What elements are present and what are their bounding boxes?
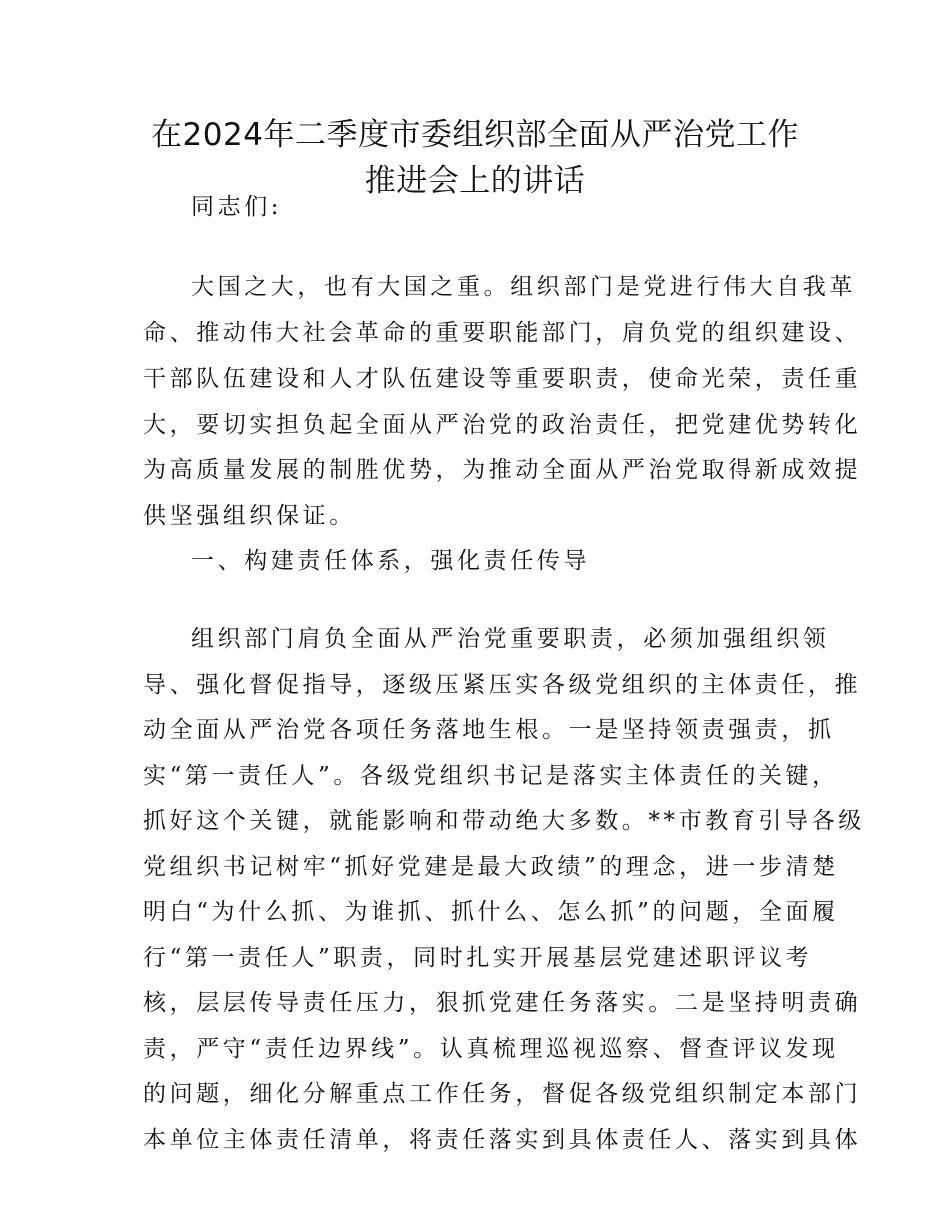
- salutation: 同志们:: [191, 194, 283, 220]
- paragraph-line: 责，严守“责任边界线”。认真梳理巡视巡察、督查评议发现: [143, 1036, 839, 1062]
- paragraph-line: 核，层层传导责任压力，狠抓党建任务落实。二是坚持明责确: [143, 990, 862, 1016]
- paragraph-line: 党组织书记树牢“抓好党建是最大政绩”的理念，进一步清楚: [143, 854, 839, 880]
- section-heading: 一、构建责任体系，强化责任传导: [191, 548, 590, 574]
- paragraph-line: 明白“为什么抓、为谁抓、抓什么、怎么抓”的问题，全面履: [143, 899, 839, 925]
- paragraph-line: 本单位主体责任清单，将责任落实到具体责任人、落实到具体: [143, 1127, 862, 1153]
- document-title-line-2: 推进会上的讲话: [364, 163, 586, 199]
- paragraph-line: 命、推动伟大社会革命的重要职能部门，肩负党的组织建设、: [143, 320, 862, 346]
- paragraph-line: 供坚强组织保证。: [143, 503, 356, 529]
- paragraph-line: 的问题，细化分解重点工作任务，督促各级党组织制定本部门: [143, 1081, 862, 1107]
- paragraph-line: 抓好这个关键，就能影响和带动绝大多数。**市教育引导各级: [143, 808, 865, 834]
- paragraph-line: 导、强化督促指导，逐级压紧压实各级党组织的主体责任，推: [143, 672, 862, 698]
- paragraph-line: 为高质量发展的制胜优势，为推动全面从严治党取得新成效提: [143, 457, 862, 483]
- paragraph-line: 行“第一责任人”职责，同时扎实开展基层党建述职评议考: [143, 945, 813, 971]
- paragraph-line: 组织部门肩负全面从严治党重要职责，必须加强组织领: [191, 626, 830, 652]
- paragraph-line: 动全面从严治党各项任务落地生根。一是坚持领责强责，抓: [143, 717, 835, 743]
- paragraph-line: 实“第一责任人”。各级党组织书记是落实主体责任的关键，: [143, 763, 839, 789]
- paragraph-line: 干部队伍建设和人才队伍建设等重要职责，使命光荣，责任重: [143, 366, 862, 392]
- document-title-line-1: 在2024年二季度市委组织部全面从严治党工作: [151, 117, 799, 153]
- paragraph-line: 大，要切实担负起全面从严治党的政治责任，把党建优势转化: [143, 412, 862, 438]
- paragraph-line: 大国之大，也有大国之重。组织部门是党进行伟大自我革: [191, 274, 856, 300]
